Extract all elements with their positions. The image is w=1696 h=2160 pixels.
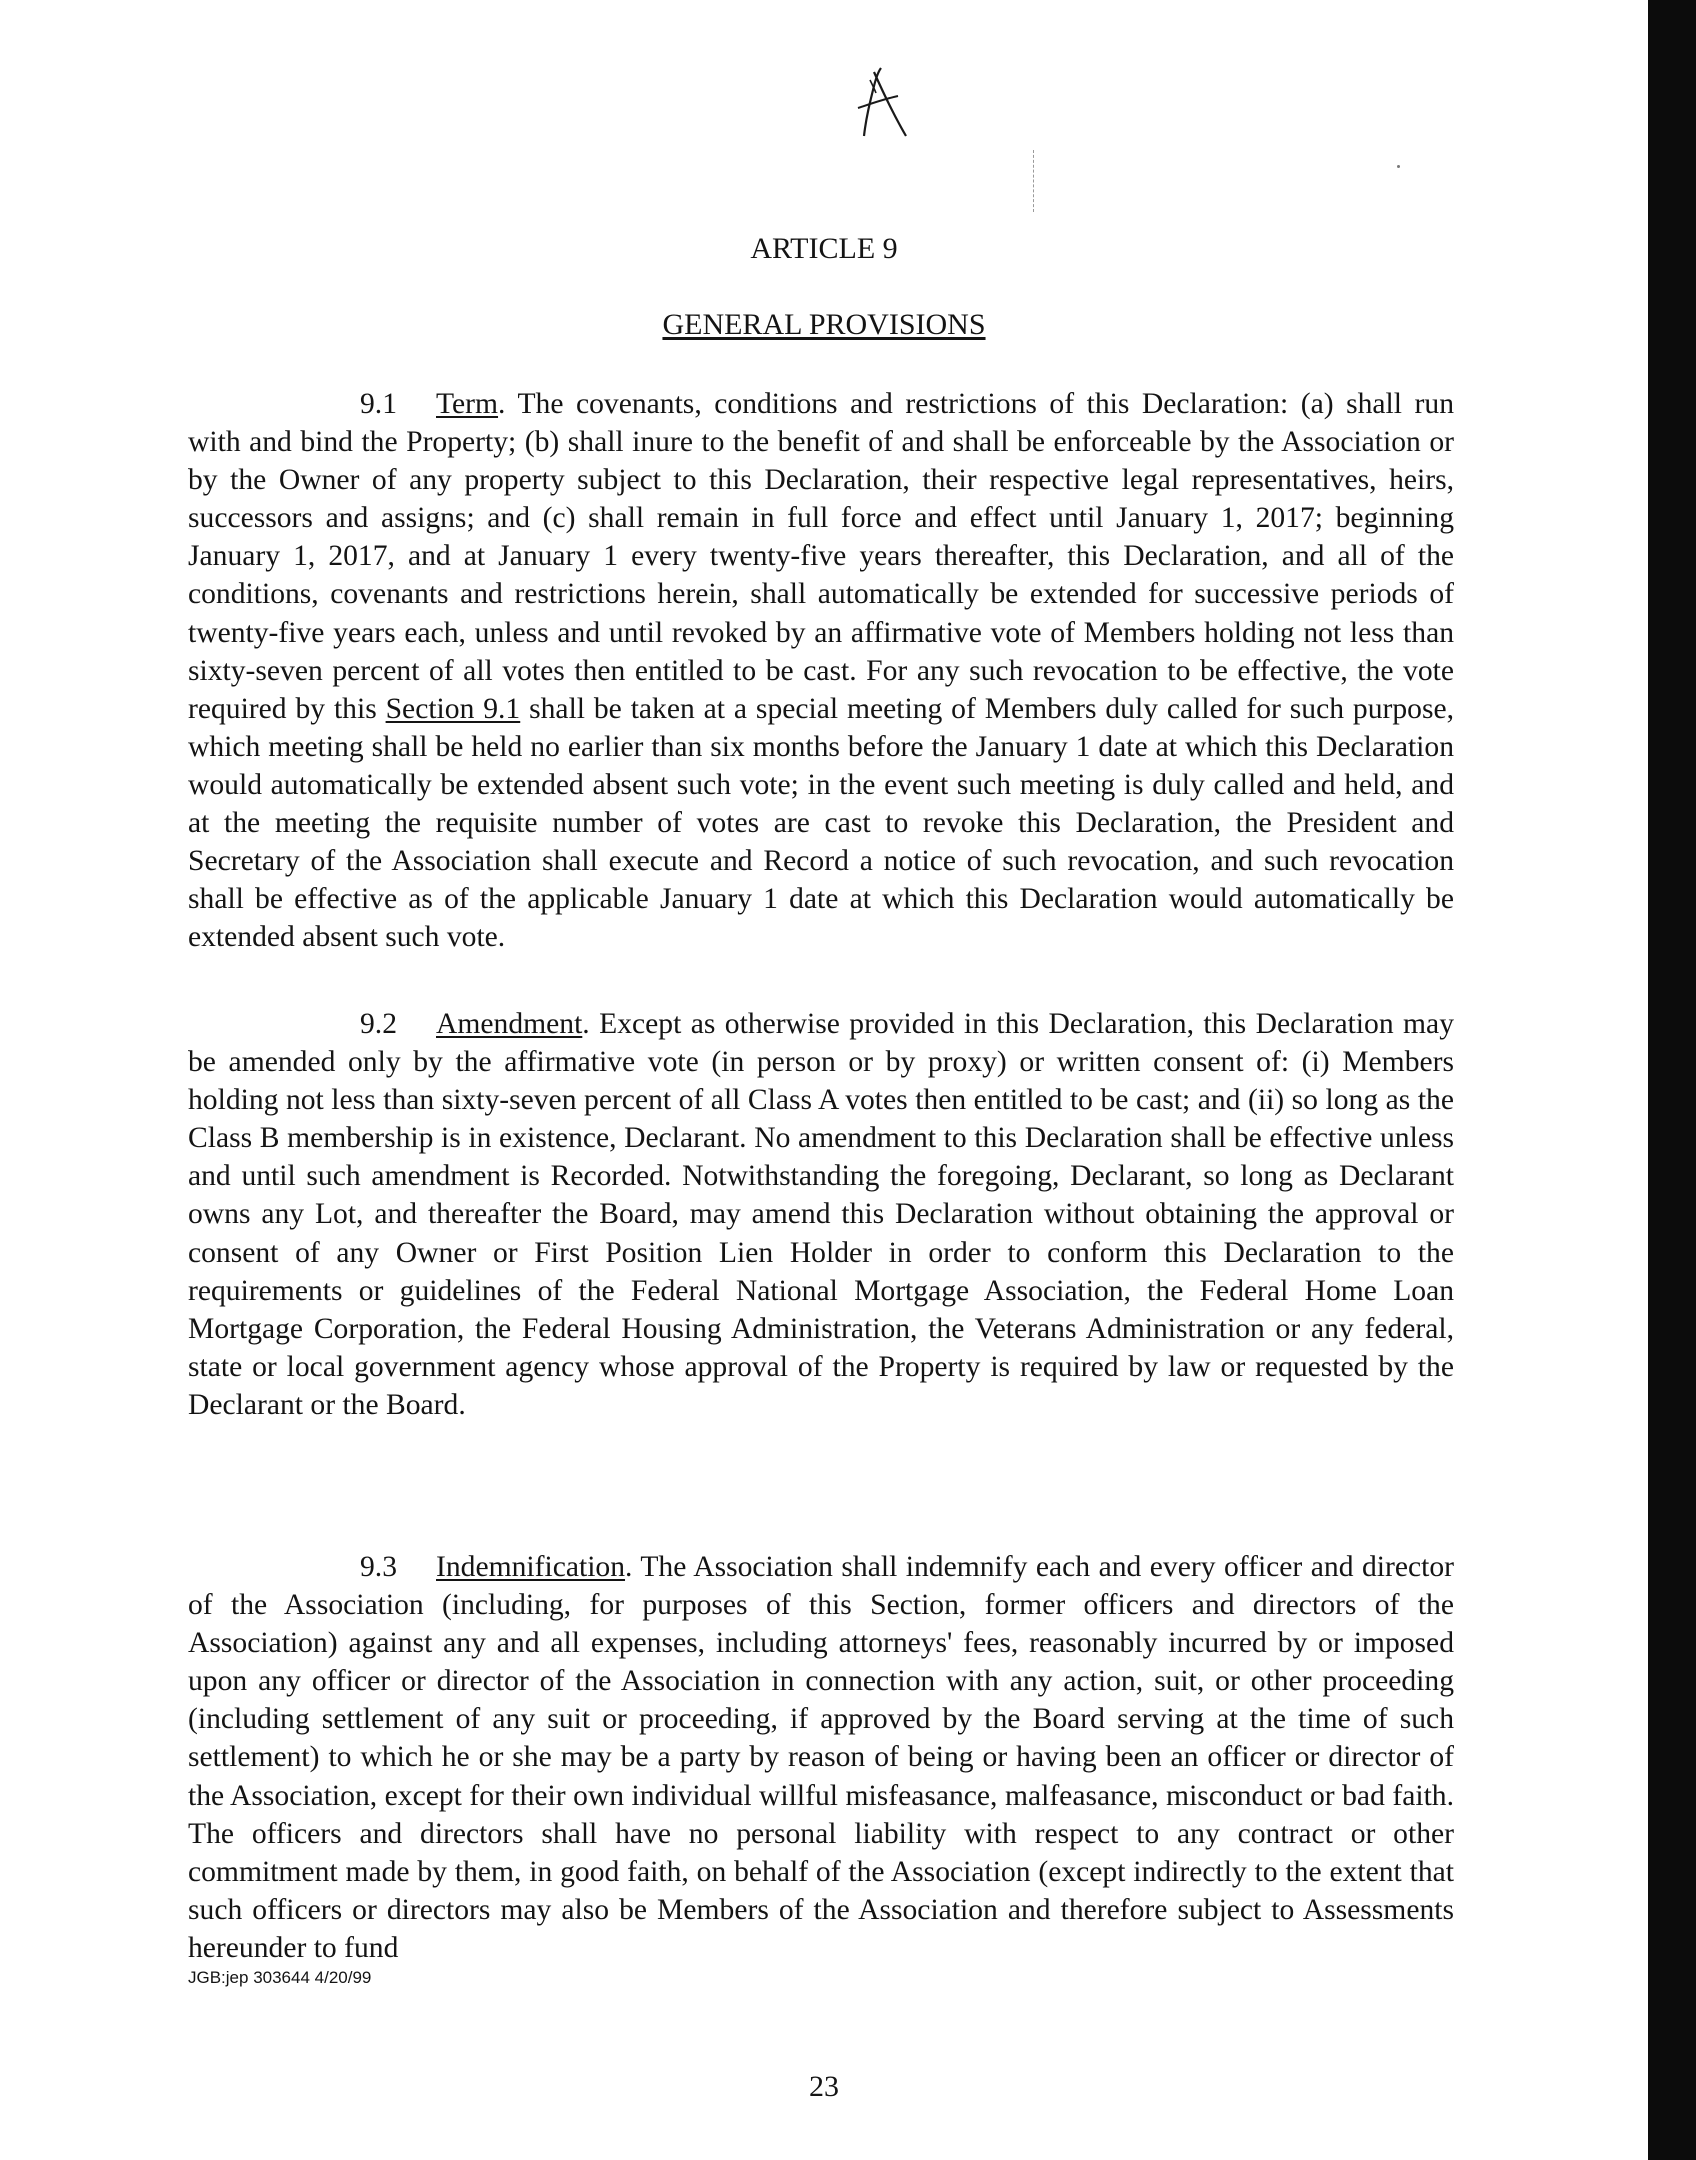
section-body: . The Association shall indemnify each and every officer and director of the Association (including, for purposes of this Section, former officers and directors of the Association) against any and all expenses, including attorneys' fees, reasonably incurred by or imposed upon any officer or director of the Association in connection with any action, suit, or other proceeding (including settlement of any suit or proceeding, if approved by the Board serving at the time of such settlement) to which he or she may be a party by reason of being or having been an officer or director of the Association, except for their own individual willful misfeasance, malfeasance, misconduct or bad faith. The officers and directors shall have no personal liability with respect to any contract or other commitment made by them, in good faith, on behalf of the Association (except indirectly to the extent that such officers or directors may also be Members of the Association and therefore subject to Assessments hereunder to fund	[188, 1551, 1454, 1964]
section-heading: GENERAL PROVISIONS	[662, 308, 986, 341]
footer-document-code: JGB:jep 303644 4/20/99	[188, 1968, 372, 1987]
section-cross-reference: Section 9.1	[385, 692, 521, 725]
scanner-edge-border	[1648, 0, 1696, 2160]
section-title: Term	[436, 388, 499, 420]
section-body-part: . The covenants, conditions and restrictions of this Declaration: (a) shall run with and bind the Property; (b) shall inure to the benefit of and shall be enforceable by the Association or by the Owner of any property subject to this Declaration, their respective legal representatives, heirs, successors and assigns; and (c) shall remain in full force and effect until January 1, 2017; beginning January 1, 2017, and at January 1 every twenty-five years thereafter, this Declaration, and all of the conditions, covenants and restrictions herein, shall automatically be extended for successive periods of twenty-five years each, unless and until revoked by an affirmative vote of Members holding not less than sixty-seven percent of all votes then entitled to be cast. For any such revocation to be effective, the vote required by this	[188, 388, 1454, 725]
section-body: . Except as otherwise provided in this Declaration, this Declaration may be amended only by the affirmative vote (in person or by proxy) or written consent of: (i) Members holding not less than sixty-seven percent of all Class A votes then entitled to be cast; and (ii) so long as the Class B membership is in existence, Declarant. No amendment to this Declaration shall be effective unless and until such amendment is Recorded. Notwithstanding the foregoing, Declarant, so long as Declarant owns any Lot, and thereafter the Board, may amend this Declaration without obtaining the approval or consent of any Owner or First Position Lien Holder in order to conform this Declaration to the requirements or guidelines of the Federal National Mortgage Association, the Federal Home Loan Mortgage Corporation, the Federal Housing Administration, the Veterans Administration or any federal, state or local government agency whose approval of the Property is required by law or requested by the Declarant or the Board.	[188, 1008, 1454, 1421]
section-9-1-paragraph	[188, 385, 1454, 956]
section-number: 9.2	[360, 1008, 397, 1040]
article-heading: ARTICLE 9	[750, 232, 898, 265]
handwritten-a-mark	[850, 62, 920, 142]
section-title: Indemnification	[436, 1551, 626, 1583]
page-number: 23	[809, 2070, 839, 2103]
section-number: 9.1	[360, 388, 397, 420]
section-9-3-paragraph	[188, 1548, 1454, 1967]
section-title: Amendment	[436, 1008, 583, 1040]
section-body-part: shall be taken at a special meeting of Members duly called for such purpose, which meeting shall be held no earlier than six months before the January 1 date at which this Declaration would automatically be extended absent such vote; in the event such meeting is duly called and held, and at the meeting the requisite number of votes are cast to revoke this Declaration, the President and Secretary of the Association shall execute and Record a notice of such revocation, and such revocation shall be effective as of the applicable January 1 date at which this Declaration would automatically be extended absent such vote.	[188, 692, 1454, 954]
section-9-2-paragraph	[188, 1005, 1454, 1424]
scan-artifact-dot	[1397, 165, 1400, 168]
scan-artifact-line	[1033, 150, 1034, 212]
section-number: 9.3	[360, 1551, 397, 1583]
